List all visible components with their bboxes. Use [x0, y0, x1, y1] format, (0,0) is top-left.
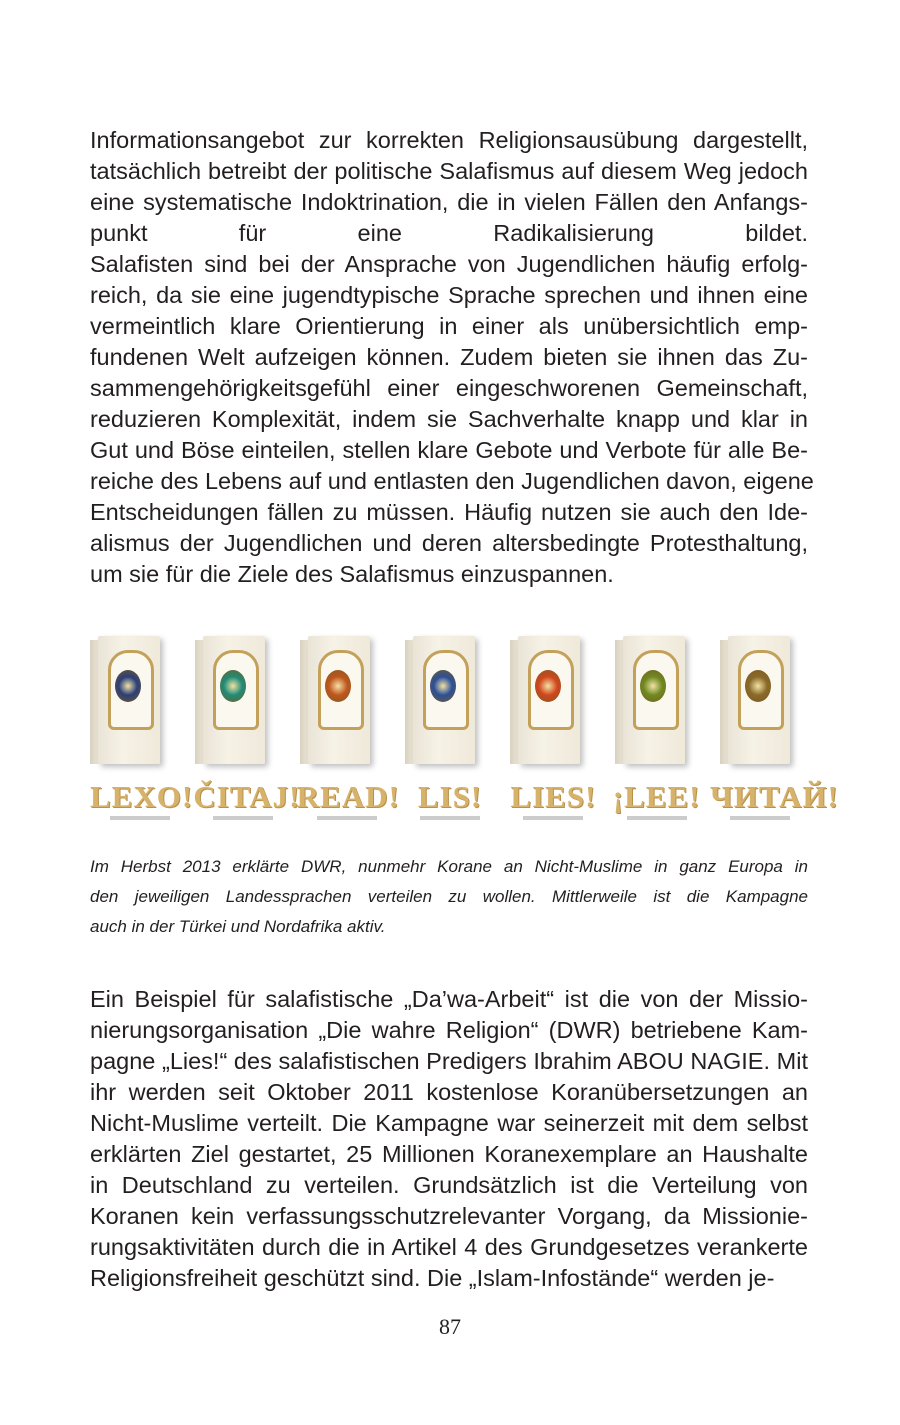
book-cover-image	[615, 628, 705, 778]
book-label-row	[90, 779, 839, 824]
book-cover-image	[300, 628, 390, 778]
book-title-label	[193, 779, 301, 824]
text-line: auch in der Türkei und Nordafrika aktiv.	[90, 917, 386, 936]
figure-caption	[90, 852, 808, 942]
book-subtitle-line	[317, 816, 377, 820]
body-paragraph-1	[90, 125, 814, 590]
text-line: um sie für die Ziele des Salafismus einzuspannen.	[90, 561, 614, 587]
book-title-text: ЧИТАЙ!	[709, 779, 839, 814]
book-title-text: LEXO!	[90, 779, 194, 814]
book-title-text: READ!	[296, 779, 400, 814]
book-row	[90, 628, 810, 778]
text-line: Religionsfreiheit geschützt sind. Die „Islam-Infostände“ werden je-	[90, 1265, 775, 1291]
text-line: alismus der Jugendlichen und deren altersbedingte Protesthaltung,	[90, 530, 808, 556]
book-title-label	[503, 780, 603, 824]
ornament-medallion	[115, 670, 141, 702]
book-title-label	[607, 780, 707, 824]
book-cover-image	[90, 628, 180, 778]
quran-campaign-figure	[90, 628, 839, 828]
page-number: 87	[439, 1314, 461, 1339]
book-cover-image	[510, 628, 600, 778]
text-line: pagne „Lies!“ des salafistischen Predigers Ibrahim ABOU NAGIE. Mit	[90, 1048, 808, 1074]
text-line: Informationsangebot zur korrekten Religionsausübung dargestellt,	[90, 127, 808, 153]
text-line: vermeintlich klare Orientierung in einer als unübersichtlich emp-	[90, 313, 808, 339]
text-line: ihr werden seit Oktober 2011 kostenlose Koranübersetzungen an	[90, 1079, 808, 1105]
book-subtitle-line	[730, 816, 790, 820]
book-subtitle-line	[420, 816, 480, 820]
text-line: punkt für eine Radikalisierung bildet.	[90, 220, 808, 246]
book-title-label	[90, 779, 194, 824]
text-line: sammengehörigkeitsgefühl einer eingeschworenen Gemeinschaft,	[90, 375, 808, 401]
text-line: reich, da sie eine jugendtypische Sprache sprechen und ihnen eine	[90, 282, 808, 308]
book-subtitle-line	[213, 816, 273, 820]
text-line: nierungsorganisation „Die wahre Religion“ (DWR) betriebene Kam-	[90, 1017, 808, 1043]
book-subtitle-line	[627, 816, 687, 820]
text-line: den jeweiligen Landessprachen verteilen zu wollen. Mittlerweile ist die Kampagne	[90, 887, 808, 906]
text-line: Salafisten sind bei der Ansprache von Jugendlichen häufig erfolg-	[90, 251, 808, 277]
text-line: Gut und Böse einteilen, stellen klare Gebote und Verbote für alle Be-	[90, 437, 808, 463]
text-line: fundenen Welt aufzeigen können. Zudem bieten sie ihnen das Zu-	[90, 344, 808, 370]
book-subtitle-line	[110, 816, 170, 820]
book-title-text: LIS!	[417, 779, 483, 814]
text-line: tatsächlich betreibt der politische Salafismus auf diesem Weg jedoch	[90, 158, 808, 184]
ornament-medallion	[745, 670, 771, 702]
book-cover-image	[720, 628, 810, 778]
book-title-label	[296, 779, 400, 824]
book-subtitle-line	[523, 816, 583, 820]
text-line: reduzieren Komplexität, indem sie Sachverhalte knapp und klar in	[90, 406, 808, 432]
text-line: eine systematische Indoktrination, die in vielen Fällen den Anfangs-	[90, 189, 808, 215]
book-title-label	[400, 780, 500, 824]
ornament-medallion	[430, 670, 456, 702]
text-line: Ein Beispiel für salafistische „Da’wa-Arbeit“ ist die von der Missio-	[90, 986, 808, 1012]
book-cover-image	[405, 628, 495, 778]
ornament-medallion	[640, 670, 666, 702]
book-title-text: LIES!	[510, 779, 597, 814]
text-line: rungsaktivitäten durch die in Artikel 4 des Grundgesetzes verankerte	[90, 1234, 808, 1260]
ornament-medallion	[325, 670, 351, 702]
ornament-medallion	[220, 670, 246, 702]
book-title-text: ¡LEE!	[612, 779, 701, 814]
book-cover-image	[195, 628, 285, 778]
ornament-medallion	[535, 670, 561, 702]
text-line: Entscheidungen fällen zu müssen. Häufig nutzen sie auch den Ide-	[90, 499, 808, 525]
text-line: erklärten Ziel gestartet, 25 Millionen Koranexemplare an Haushalte	[90, 1141, 808, 1167]
book-title-label	[709, 779, 839, 824]
text-line: Koranen kein verfassungsschutzrelevanter Vorgang, da Missionie-	[90, 1203, 808, 1229]
book-title-text: ČITAJ!	[193, 779, 301, 814]
text-line: Im Herbst 2013 erklärte DWR, nunmehr Korane an Nicht-Muslime in ganz Europa in	[90, 857, 808, 876]
text-line: reiche des Lebens auf und entlasten den Jugendlichen davon, eigene	[90, 468, 814, 494]
body-paragraph-2	[90, 984, 808, 1294]
text-line: in Deutschland zu verteilen. Grundsätzlich ist die Verteilung von	[90, 1172, 808, 1198]
text-line: Nicht-Muslime verteilt. Die Kampagne war seinerzeit mit dem selbst	[90, 1110, 808, 1136]
